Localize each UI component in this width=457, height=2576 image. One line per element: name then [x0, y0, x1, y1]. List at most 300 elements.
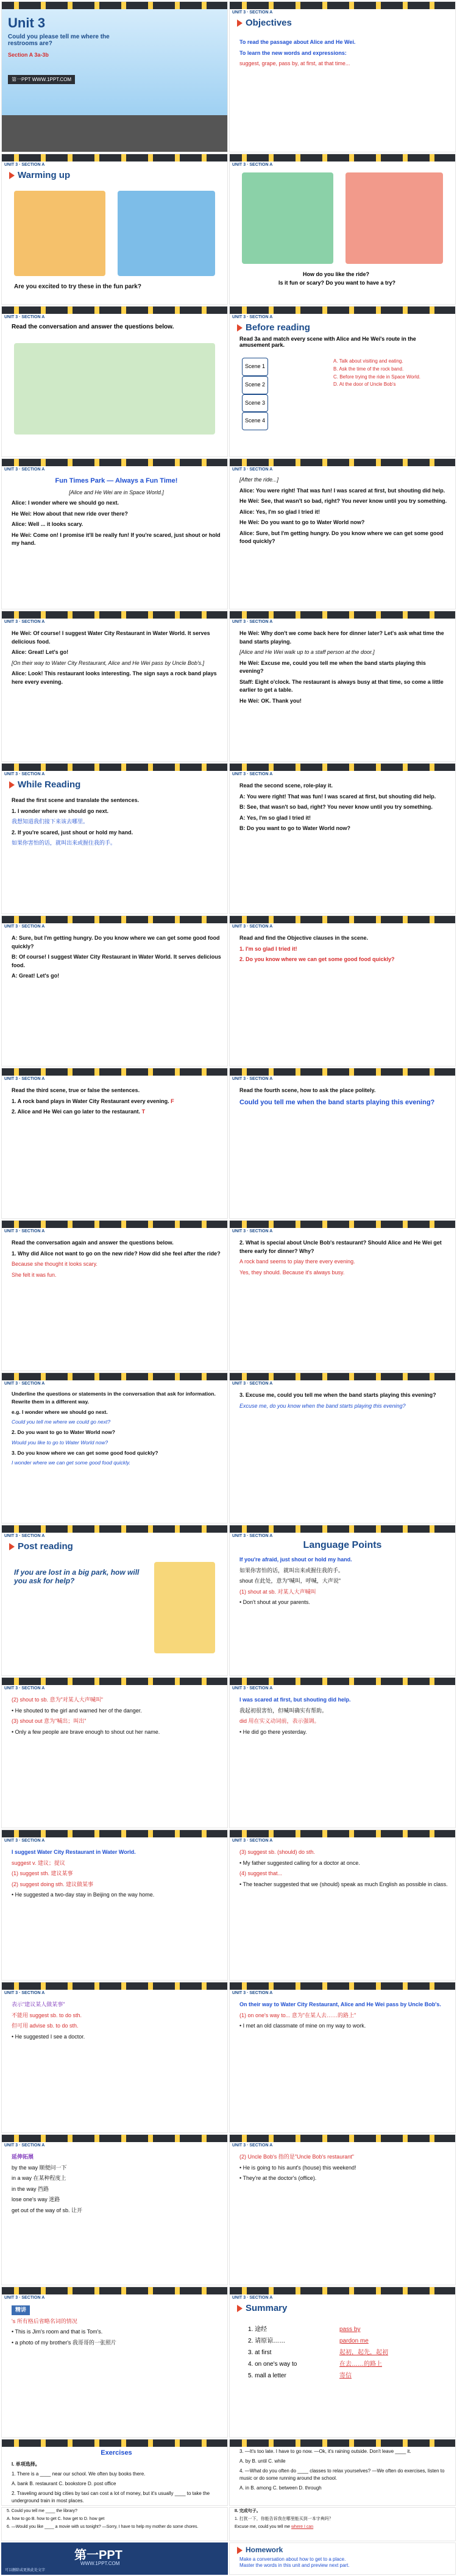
slide-body [12, 630, 221, 689]
road-strip [2, 307, 227, 314]
scene-item: Scene 1 [242, 358, 268, 376]
slide-4 [229, 154, 456, 305]
key-sentence: I was scared at first, but shouting did help. [239, 1697, 351, 1703]
slide-body [12, 2305, 221, 2349]
road-strip [2, 1982, 227, 1990]
homework-list [239, 2556, 350, 2569]
footer-note: 可以删除或更换此处文字 [5, 2569, 46, 2572]
slide-14 [229, 915, 456, 1066]
slide-title: While Reading [9, 779, 80, 790]
slide-title: Summary [237, 2303, 287, 2313]
key-sentence: On their way to Water City Restaurant, Alice and He Wei pass by Uncle Bob's. [239, 2001, 441, 2007]
road-strip [230, 1221, 455, 1228]
brand-url: WWW.1PPT.COM [80, 2561, 120, 2566]
question: 1. There is a ____ near our school. We often buy books there. [12, 2471, 146, 2477]
slide-header: UNIT 3 · SECTION A [4, 924, 45, 929]
statement: 2. Alice and He Wei can go later to the restaurant. T [12, 1109, 146, 1115]
example: • He shouted to the girl and warned her of the danger. [12, 1707, 142, 1714]
example: • My father suggested calling for a doctor at once. [239, 1859, 360, 1866]
slide-header: UNIT 3 · SECTION A [4, 1534, 45, 1538]
slide-body [239, 2001, 449, 2033]
slide-header: UNIT 3 · SECTION A [4, 1839, 45, 1843]
road-strip [2, 2287, 227, 2294]
sentence: 1. I wonder where we should go next. [12, 807, 109, 814]
brand-label: 第一PPT WWW.1PPT.COM [8, 75, 75, 84]
slide-1 [1, 1, 228, 152]
slide-title: Objectives [237, 18, 292, 28]
slide-32 [229, 2287, 456, 2438]
phrase: by the way 顺便问一下 [12, 2164, 67, 2171]
stage-direction: [After the ride...] [239, 477, 279, 483]
question: If you are lost in a big park, how will you ask for help? [14, 1568, 140, 1585]
note: shout 在此处，意为"喊叫，呼喊，大声说" [239, 1578, 341, 1584]
line: Staff: Eight o'clock. The restaurant is always busy at that time, so come a little earlier to get a table. [239, 678, 444, 693]
question: 3. Excuse me, could you tell me when the band starts playing this evening? [239, 1392, 436, 1398]
line: He Wei: See, that wasn't so bad, right? You never know until you try something. [239, 498, 447, 504]
note: did 用在实义动词前，表示强调。 [239, 1718, 320, 1724]
slide-37 [1, 2542, 228, 2575]
slide-28 [229, 1982, 456, 2133]
rewrite: I wonder where we can get some good food quickly. [12, 1460, 130, 1466]
line: A: Yes, I'm so glad I tried it! [239, 814, 311, 821]
summary-items [248, 2324, 297, 2382]
phrase: (3) shout out 意为"喊出；叫出" [12, 1718, 87, 1724]
example: • The teacher suggested that we (should) speak as much English as possible in class. [239, 1881, 448, 1887]
slide-body [12, 1087, 221, 1119]
question-text: Are you excited to try these in the fun park? [14, 283, 141, 290]
road-strip [230, 459, 455, 466]
note: 表示"建议某人做某事" [12, 2001, 65, 2007]
slide-title: Homework [237, 2546, 283, 2554]
slide-body [239, 1391, 449, 1413]
options: A. bank B. restaurant C. bookstore D. post office [12, 2480, 116, 2486]
instruction: Read the fourth scene, how to ask the place politely. [239, 1087, 376, 1093]
slide-body [12, 1390, 221, 1469]
instruction: Read and find the Objective clauses in the scene. [239, 935, 369, 941]
slide-23 [1, 1677, 228, 1828]
line: Alice: Yes, I'm so glad I tried it! [239, 508, 321, 515]
statement: 1. A rock band plays in Water City Restaurant every evening. F [12, 1098, 174, 1104]
line: B: See, that wasn't so bad, right? You never know until you try something. [239, 804, 433, 810]
line: Alice: Great! Let's go! [12, 649, 69, 655]
ferris-photo [118, 191, 215, 276]
slide-header: UNIT 3 · SECTION A [232, 315, 273, 319]
summary-item: 5. mall a letter [248, 2372, 286, 2379]
section-heading: I. 单项选择。 [12, 2461, 40, 2467]
road-strip [2, 1525, 227, 1533]
line: He Wei: Why don't we come back here for dinner later? Let's ask what time the band starts playing. [239, 630, 444, 645]
line: Alice: Sure, but I'm getting hungry. Do you know where we can get some good food quickly? [239, 530, 444, 544]
translation: 如果你害怕的话，就叫出来或握住我的手。 [12, 840, 116, 846]
slide-header: UNIT 3 · SECTION A [232, 467, 273, 472]
homework-item: Make a conversation about how to get to a place. [239, 2556, 346, 2562]
summary-answer: 寄信 [339, 2372, 352, 2379]
phrase: get out of the way of sb. 让开 [12, 2207, 83, 2213]
note: 不能用 suggest sb. to do sth. [12, 2012, 82, 2018]
example: • He suggested I see a doctor. [12, 2033, 85, 2040]
park-photo [14, 343, 215, 435]
question: 1. Why did Alice not want to go on the new ride? How did she feel after the ride? [12, 1250, 221, 1257]
slide-13 [1, 915, 228, 1066]
instruction: Read the second scene, role-play it. [239, 782, 333, 789]
road-strip [230, 154, 455, 161]
slide-16 [229, 1068, 456, 1219]
objective-words: suggest, grape, pass by, at first, at that time... [239, 60, 350, 66]
slide-body [12, 1239, 221, 1282]
road-strip [2, 1373, 227, 1380]
triangle-icon [9, 1543, 15, 1550]
summary-answer: pardon me [339, 2338, 369, 2344]
road-strip [2, 916, 227, 923]
road-strip [2, 2135, 227, 2142]
instruction: Read the first scene and translate the sentences. [12, 797, 140, 803]
ride-photo [14, 191, 105, 276]
slide-body [12, 476, 221, 550]
slide-header: UNIT 3 · SECTION A [232, 924, 273, 929]
slide-body [239, 1556, 449, 1609]
slide-header: UNIT 3 · SECTION A [4, 163, 45, 167]
slide-8 [229, 458, 456, 609]
slide-header: UNIT 3 · SECTION A [232, 1382, 273, 1386]
tf-mark: T [141, 1109, 146, 1115]
road-strip [2, 1678, 227, 1685]
example: • Only a few people are brave enough to shout out her name. [12, 1728, 160, 1735]
slide-header: UNIT 3 · SECTION A [232, 1991, 273, 1995]
phrase: (4) suggest that... [239, 1870, 283, 1876]
options: A. in B. among C. between D. through [239, 2485, 322, 2491]
section-title: 精讲 [12, 2305, 30, 2315]
slide-25 [1, 1829, 228, 1981]
summary-item: 2. 请原谅…… [248, 2338, 286, 2344]
slide-11 [1, 763, 228, 914]
example: • This is Jim's room and that is Tom's. [12, 2329, 103, 2335]
summary-answers [339, 2324, 388, 2382]
rewrite: Excuse me, do you know when the band starts playing this evening? [239, 1402, 406, 1409]
slide-3 [1, 154, 228, 305]
line: He Wei: Of course! I suggest Water City Restaurant in Water World. It serves delicious food. [12, 630, 210, 645]
question: 3. —It's too late. I have to go now. —Ok, it's raining outside. Don't leave ____ it. [239, 2449, 411, 2454]
unit-title: Unit 3 [8, 15, 46, 30]
triangle-icon [237, 2305, 243, 2312]
answer: 2. Do you know where we can get some good food quickly? [239, 956, 395, 962]
road-strip [230, 307, 455, 314]
triangle-icon [9, 172, 15, 179]
translation: 如果你害怕的话，就叫出来或握住我的手。 [239, 1567, 344, 1574]
slide-header: UNIT 3 · SECTION A [4, 1077, 45, 1081]
answer: 1. I'm so glad I tried it! [239, 945, 297, 952]
options: A. by B. until C. while [239, 2458, 286, 2464]
question: 5. Could you tell me ____ the library? [7, 2509, 77, 2513]
road-strip [2, 1068, 227, 1076]
slide-header: UNIT 3 · SECTION A [4, 1382, 45, 1386]
options: A. how to go B. how to get C. how get to D. how get [7, 2516, 105, 2521]
road-strip [230, 1525, 455, 1533]
slide-header: UNIT 3 · SECTION A [232, 1686, 273, 1691]
rewrite: Could you tell me where we could go next? [12, 1419, 111, 1425]
slide-10 [229, 611, 456, 762]
slide-body [239, 782, 449, 836]
road-strip [230, 1982, 455, 1990]
phrase: (1) shout at sb. 对某人大声喊叫 [239, 1588, 316, 1595]
slide-body [239, 934, 449, 967]
slide-header: UNIT 3 · SECTION A [232, 1839, 273, 1843]
question: 4. —What do you often do ____ classes to relax yourselves? —We often do exercises, listen to music or do some running around the school. [239, 2468, 445, 2481]
question: 2. What is special about Uncle Bob's restaurant? Should Alice and He Wei get there early for dinner? Why? [239, 1240, 442, 1254]
objective-2: To learn the new words and expressions: [239, 49, 347, 56]
note: suggest v. 建议；提议 [12, 1859, 65, 1866]
example: 3. Do you know where we can get some good food quickly? [12, 1449, 158, 1456]
example: • He did go there yesterday. [239, 1728, 307, 1735]
road-strip [2, 1221, 227, 1228]
phrase: (2) shout to sb. 意为"对某人大声喊叫" [12, 1697, 103, 1703]
option-item: C. Before trying the ride in Space World. [333, 374, 421, 380]
slide-body [239, 1696, 449, 1739]
scene-list [242, 358, 268, 430]
slide-2 [229, 1, 456, 152]
slide-body [239, 2448, 449, 2494]
slide-header: UNIT 3 · SECTION A [232, 2296, 273, 2300]
road-strip [2, 611, 227, 619]
slide-body [239, 2153, 449, 2185]
line: A: You were right! That was fun! I was scared at first, but shouting did help. [239, 793, 436, 800]
slide-33 [1, 2439, 228, 2506]
slide-body [239, 1087, 449, 1110]
slide-title: Post reading [9, 1541, 73, 1552]
translation: 我想知道我们接下来该去哪里。 [12, 818, 89, 825]
road-strip [2, 2439, 227, 2447]
example: 2. Do you want to go to Water World now? [12, 1429, 115, 1435]
slide-body [12, 934, 221, 983]
ride-photo [242, 172, 333, 264]
line: A: Sure, but I'm getting hungry. Do you know where we can get some good food quickly? [12, 935, 220, 949]
slide-35 [1, 2507, 228, 2541]
phrase: (2) suggest doing sth. 建议做某事 [12, 1881, 94, 1887]
slide-header: UNIT 3 · SECTION A [4, 467, 45, 472]
slide-body [12, 2153, 221, 2217]
phrase: in a way 在某种程度上 [12, 2175, 66, 2181]
scene-item: Scene 4 [242, 412, 268, 430]
road-strip [230, 2439, 455, 2447]
question: 2. Traveling around big cities by taxi can cost a lot of money, but it's usually ____ to take the underground train in most places. [12, 2490, 210, 2503]
slide-9 [1, 611, 228, 762]
slide-19 [1, 1372, 228, 1524]
slide-body [239, 630, 449, 708]
section-label: Section A 3a-3b [8, 52, 49, 58]
slide-title: Language Points [303, 1540, 382, 1550]
stage-direction: [Alice and He Wei are in Space World.] [69, 489, 164, 495]
slide-body [239, 1848, 449, 1891]
question-2: Is it fun or scary? Do you want to have a try? [278, 280, 396, 286]
note: 's 所有格后省略名词的情况 [12, 2318, 77, 2324]
triangle-icon [237, 2547, 243, 2554]
line: B: Do you want to go to Water World now? [239, 825, 350, 831]
phrase: in the way 挡路 [12, 2185, 49, 2192]
instruction: Read 3a and match every scene with Alice and He Wei's route in the amusement park. [239, 336, 416, 348]
example: • They're at the doctor's (office). [239, 2175, 317, 2181]
phrase: (3) suggest sb. (should) do sth. [239, 1849, 316, 1855]
road-strip [2, 459, 227, 466]
slide-body [239, 38, 449, 71]
stage-direction: [Alice and He Wei walk up to a staff person at the door.] [239, 649, 375, 655]
summary-answer: 在去……的路上 [339, 2361, 382, 2368]
line: B: Of course! I suggest Water City Restaurant in Water World. It serves delicious food. [12, 954, 221, 968]
slide-header: UNIT 3 · SECTION A [232, 1077, 273, 1081]
line: He Wei: Excuse me, could you tell me when the band starts playing this evening? [239, 659, 426, 674]
summary-item: 3. at first [248, 2349, 272, 2356]
answer: Because she thought it looks scary. [12, 1261, 97, 1267]
line: Alice: Look! This restaurant looks interesting. The sign says a rock band plays here every evening. [12, 670, 217, 685]
answer-line: Excuse me, could you tell me where I can [235, 2524, 314, 2529]
section-title: 延伸拓展 [12, 2154, 34, 2160]
slide-20 [229, 1372, 456, 1524]
phrase: lose one's way 迷路 [12, 2196, 60, 2202]
example: • He is going to his aunt's (house) this weekend! [239, 2164, 356, 2171]
line: Alice: You were right! That was fun! I was scared at first, but shouting did help. [239, 487, 445, 494]
slide-header: UNIT 3 · SECTION A [4, 315, 45, 319]
instruction: Read the third scene, true or false the sentences. [12, 1087, 140, 1093]
question: 1. 打扰一下，你能告诉我在哪里能买到一本字典吗？ [235, 2516, 333, 2521]
road-strip [2, 764, 227, 771]
sentence: 2. If you're scared, just shout or hold my hand. [12, 829, 133, 836]
summary-item: 1. 途经 [248, 2326, 267, 2333]
slide-body [239, 1239, 449, 1279]
slide-header: UNIT 3 · SECTION A [4, 1991, 45, 1995]
line: He Wei: Do you want to go to Water World now? [239, 519, 365, 525]
key-sentence: If you're afraid, just shout or hold my hand. [239, 1556, 352, 1563]
summary-item: 4. on one's way to [248, 2361, 297, 2368]
slide-27 [1, 1982, 228, 2133]
slide-29 [1, 2134, 228, 2285]
road-strip [2, 1830, 227, 1837]
slide-30 [229, 2134, 456, 2285]
line: Alice: I wonder where we should go next. [12, 500, 119, 506]
road-strip [230, 1068, 455, 1076]
slide-header: UNIT 3 · SECTION A [232, 163, 273, 167]
answer: Yes, they should. Because it's always busy. [239, 1269, 345, 1276]
road-strip [2, 154, 227, 161]
road-strip [230, 764, 455, 771]
phrase: (1) suggest sth. 建议某事 [12, 1870, 73, 1876]
scene-item: Scene 3 [242, 394, 268, 413]
slide-header: UNIT 3 · SECTION A [232, 10, 273, 15]
slide-header: UNIT 3 · SECTION A [232, 1229, 273, 1233]
slide-21 [1, 1525, 228, 1676]
road-strip [230, 2, 455, 9]
road-strip [230, 2287, 455, 2294]
slide-12 [229, 763, 456, 914]
slide-header: UNIT 3 · SECTION A [4, 1686, 45, 1691]
example: • He suggested a two-day stay in Beijing on the way home. [12, 1892, 155, 1898]
example: e.g. I wonder where we should go next. [12, 1408, 108, 1415]
road-strip [230, 1678, 455, 1685]
slide-38 [229, 2542, 456, 2575]
slide-body [12, 797, 221, 850]
road-strip [230, 916, 455, 923]
slide-title: Before reading [237, 322, 310, 333]
question-1: How do you like the ride? [303, 271, 370, 277]
road-strip [230, 1373, 455, 1380]
stage-direction: [On their way to Water City Restaurant, Alice and He Wei pass by Uncle Bob's.] [12, 659, 205, 666]
slide-36 [229, 2507, 456, 2541]
road-strip [2, 2, 227, 9]
instruction: Underline the questions or statements in the conversation that ask for information. Rewrite them in a different way. [12, 1391, 216, 1405]
slide-title: Warming up [9, 170, 70, 180]
slide-header: UNIT 3 · SECTION A [232, 772, 273, 776]
translation: 我起初很害怕，但喊叫确实有帮助。 [239, 1707, 328, 1714]
line: Alice: Well ... it looks scary. [12, 521, 83, 527]
passage-title: Fun Times Park — Always a Fun Time! [55, 477, 178, 484]
slide-18 [229, 1220, 456, 1371]
example: • a photo of my brother's 我哥哥的一张照片 [12, 2339, 116, 2346]
option-item: D. At the door of Uncle Bob's [333, 381, 396, 388]
tf-mark: F [171, 1098, 174, 1104]
slide-header: UNIT 3 · SECTION A [4, 2296, 45, 2300]
slide-22 [229, 1525, 456, 1676]
slide-17 [1, 1220, 228, 1371]
slide-5 [1, 306, 228, 457]
slide-header: UNIT 3 · SECTION A [4, 772, 45, 776]
slide-header: UNIT 3 · SECTION A [4, 620, 45, 624]
brand-logo: 第一PPT [74, 2549, 122, 2562]
slide-body [12, 2001, 221, 2043]
road-strip [230, 611, 455, 619]
slide-body [239, 476, 449, 548]
slide-24 [229, 1677, 456, 1828]
slide-34 [229, 2439, 456, 2506]
road-strip [230, 1830, 455, 1837]
option-item: A. Talk about visiting and eating. [333, 358, 403, 364]
slide-31 [1, 2287, 228, 2438]
line: He Wei: Come on! I promise it'll be really fun! If you're scared, just shout or hold my hand. [12, 531, 221, 546]
slide-body [12, 2448, 221, 2506]
section-heading: II. 完成句子。 [235, 2509, 261, 2513]
scene-item: Scene 2 [242, 376, 268, 394]
option-list [333, 358, 449, 389]
question: 6. —Would you like ____ a movie with us tonight? —Sorry, I have to help my mother do some chores. [7, 2524, 199, 2529]
line: He Wei: How about that new ride over there? [12, 510, 128, 517]
map-illustration [154, 1562, 215, 1653]
line: He Wei: OK. Thank you! [239, 697, 302, 704]
slide-7 [1, 458, 228, 609]
slide-header: UNIT 3 · SECTION A [4, 2143, 45, 2148]
phrase: (1) on one's way to... 意为"在某人去……的路上" [239, 2012, 356, 2018]
instruction: Read the conversation again and answer the questions below. [12, 1240, 174, 1246]
objective-1: To read the passage about Alice and He Wei. [239, 39, 356, 45]
slide-header: UNIT 3 · SECTION A [232, 2143, 273, 2148]
phrase: (2) Uncle Bob's 指的是"Uncle Bob's restaurant" [239, 2154, 354, 2160]
slide-body [12, 1696, 221, 1739]
example: • Don't shout at your parents. [239, 1599, 310, 1605]
triangle-icon [9, 781, 15, 789]
example: • I met an old classmate of mine on my way to work. [239, 2023, 366, 2029]
section-title: Exercises [101, 2449, 132, 2457]
key-sentence: I suggest Water City Restaurant in Water World. [12, 1849, 136, 1855]
slide-26 [229, 1829, 456, 1981]
instruction: Read the conversation and answer the questions below. [12, 324, 174, 330]
summary-answer: 起初，起先，起初 [339, 2349, 388, 2356]
road-strip [230, 2135, 455, 2142]
slide-15 [1, 1068, 228, 1219]
note: 但可用 advise sb. to do sth. [12, 2023, 79, 2029]
unit-subtitle: Could you please tell me where the restrooms are? [8, 34, 110, 47]
line: A: Great! Let's go! [12, 973, 60, 979]
slide-header: UNIT 3 · SECTION A [4, 1229, 45, 1233]
rewrite: Would you like to go to Water World now? [12, 1439, 108, 1446]
answer: She felt it was fun. [12, 1271, 57, 1278]
slide-body [12, 1848, 221, 1902]
homework-item: Master the words in this unit and preview next part. [239, 2563, 350, 2569]
road-image [2, 115, 227, 152]
